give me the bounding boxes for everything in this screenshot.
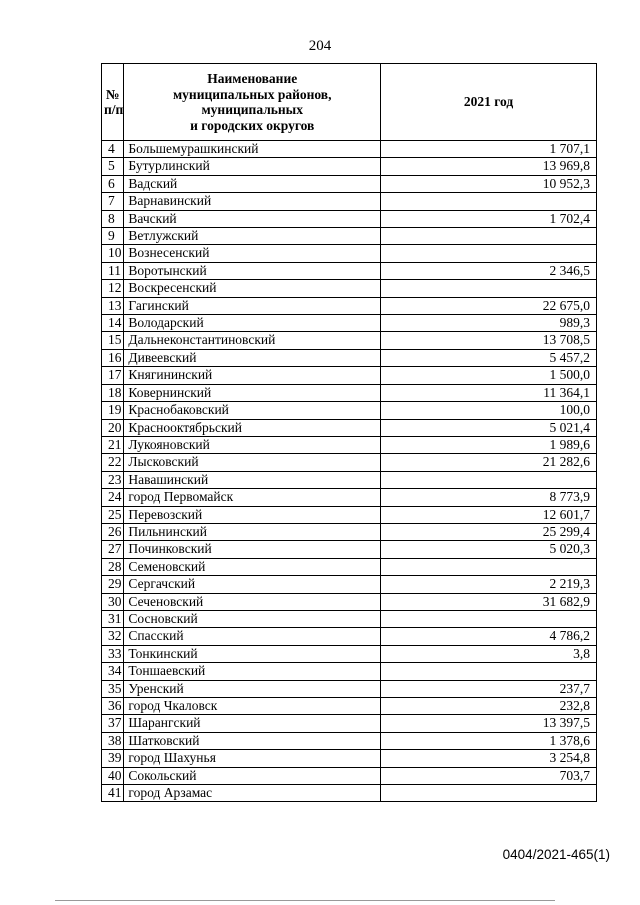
row-name-cell: Семеновский [124,558,381,575]
budget-table [101,63,597,802]
table-row [102,419,597,436]
row-name-cell: Княгининский [124,367,381,384]
row-number-cell: 38 [102,732,124,749]
row-value-cell [381,228,597,245]
table-row [102,680,597,697]
header-number [102,64,124,141]
table-row [102,523,597,540]
row-value-cell: 22 675,0 [381,297,597,314]
header-name-line: муниципальных районов, [172,86,332,102]
row-value-cell: 5 457,2 [381,349,597,366]
row-number-cell: 21 [102,436,124,453]
row-value-cell [381,280,597,297]
row-value-cell: 2 219,3 [381,576,597,593]
table-row [102,158,597,175]
table-row [102,471,597,488]
row-value-cell: 13 708,5 [381,332,597,349]
table-row [102,750,597,767]
row-number-cell: 23 [102,471,124,488]
row-name-cell: Починковский [124,541,381,558]
row-number-cell: 6 [102,175,124,192]
row-name-cell: Пильнинский [124,523,381,540]
table-row [102,732,597,749]
table-row [102,506,597,523]
row-number-cell: 32 [102,628,124,645]
row-name-cell: Тонкинский [124,645,381,662]
table-row [102,297,597,314]
row-number-cell: 20 [102,419,124,436]
row-number-cell: 34 [102,663,124,680]
row-value-cell: 31 682,9 [381,593,597,610]
row-value-cell: 21 282,6 [381,454,597,471]
table-row [102,315,597,332]
table-row [102,141,597,158]
row-value-cell: 1 989,6 [381,436,597,453]
table-row [102,210,597,227]
row-value-cell [381,785,597,802]
row-number-cell: 9 [102,228,124,245]
table-row [102,541,597,558]
row-number-cell: 17 [102,367,124,384]
page-number: 204 [308,38,332,54]
table-header [102,64,597,141]
bottom-rule [55,900,555,901]
table-row [102,280,597,297]
row-name-cell: Сокольский [124,767,381,784]
header-number-line: п/п [104,102,124,117]
table-row [102,628,597,645]
row-name-cell: Вадский [124,175,381,192]
row-number-cell: 13 [102,297,124,314]
row-name-cell: Воротынский [124,262,381,279]
row-name-cell: Ковернинский [124,384,381,401]
row-number-cell: 24 [102,489,124,506]
row-number-cell: 11 [102,262,124,279]
table-row [102,228,597,245]
row-number-cell: 41 [102,785,124,802]
table-row [102,436,597,453]
row-value-cell: 13 397,5 [381,715,597,732]
row-value-cell [381,558,597,575]
row-number-cell: 22 [102,454,124,471]
row-value-cell: 237,7 [381,680,597,697]
row-number-cell: 25 [102,506,124,523]
row-number-cell: 15 [102,332,124,349]
row-number-cell: 29 [102,576,124,593]
row-name-cell: город Чкаловск [124,698,381,715]
table-row [102,384,597,401]
row-number-cell: 16 [102,349,124,366]
row-name-cell: Дивеевский [124,349,381,366]
row-number-cell: 31 [102,610,124,627]
table-body [102,141,597,802]
row-name-cell: Сергачский [124,576,381,593]
header-year: 2021 год [381,64,597,141]
row-name-cell: город Арзамас [124,785,381,802]
row-number-cell: 37 [102,715,124,732]
row-name-cell: Гагинский [124,297,381,314]
row-name-cell: Шатковский [124,732,381,749]
table-row [102,593,597,610]
row-name-cell: Дальнеконстантиновский [124,332,381,349]
table-row [102,349,597,366]
row-name-cell: Вознесенский [124,245,381,262]
row-number-cell: 5 [102,158,124,175]
table-row [102,558,597,575]
row-value-cell: 1 378,6 [381,732,597,749]
row-number-cell: 12 [102,280,124,297]
row-name-cell: Краснобаковский [124,402,381,419]
row-name-cell: город Первомайск [124,489,381,506]
row-number-cell: 30 [102,593,124,610]
table-row [102,454,597,471]
row-number-cell: 7 [102,193,124,210]
row-name-cell: Краснооктябрьский [124,419,381,436]
table-row [102,367,597,384]
header-name [124,64,381,141]
table-row [102,663,597,680]
row-value-cell: 2 346,5 [381,262,597,279]
table-row [102,767,597,784]
row-value-cell: 703,7 [381,767,597,784]
header-number-line: № [105,86,120,102]
row-number-cell: 40 [102,767,124,784]
row-value-cell [381,610,597,627]
row-value-cell: 10 952,3 [381,175,597,192]
row-value-cell: 8 773,9 [381,489,597,506]
row-name-cell: Сеченовский [124,593,381,610]
row-value-cell: 232,8 [381,698,597,715]
row-name-cell: Спасский [124,628,381,645]
header-name-line: муниципальных [201,102,303,117]
table-row [102,715,597,732]
row-value-cell: 12 601,7 [381,506,597,523]
table-row [102,576,597,593]
table-row [102,332,597,349]
row-value-cell [381,193,597,210]
row-number-cell: 14 [102,315,124,332]
table-row [102,175,597,192]
table-row [102,402,597,419]
row-name-cell: город Шахунья [124,750,381,767]
row-name-cell: Уренский [124,680,381,697]
row-number-cell: 27 [102,541,124,558]
row-value-cell: 11 364,1 [381,384,597,401]
row-value-cell: 25 299,4 [381,523,597,540]
table-row [102,489,597,506]
row-number-cell: 26 [102,523,124,540]
table-row [102,610,597,627]
row-number-cell: 19 [102,402,124,419]
row-number-cell: 28 [102,558,124,575]
row-name-cell: Лысковский [124,454,381,471]
row-number-cell: 10 [102,245,124,262]
table-row [102,262,597,279]
row-name-cell: Сосновский [124,610,381,627]
row-name-cell: Лукояновский [124,436,381,453]
header-name-line: и городских округов [190,117,315,133]
row-name-cell: Ветлужский [124,228,381,245]
row-value-cell: 3 254,8 [381,750,597,767]
row-name-cell: Володарский [124,315,381,332]
row-value-cell: 4 786,2 [381,628,597,645]
row-name-cell: Навашинский [124,471,381,488]
row-name-cell: Тоншаевский [124,663,381,680]
row-value-cell: 100,0 [381,402,597,419]
document-code: 0404/2021-465(1) [502,847,610,862]
row-value-cell [381,245,597,262]
row-value-cell: 5 021,4 [381,419,597,436]
row-value-cell: 1 707,1 [381,141,597,158]
row-number-cell: 35 [102,680,124,697]
table-row [102,645,597,662]
row-value-cell: 5 020,3 [381,541,597,558]
row-value-cell: 1 500,0 [381,367,597,384]
table-row [102,193,597,210]
row-name-cell: Большемурашкинский [124,141,381,158]
row-number-cell: 36 [102,698,124,715]
table-row [102,698,597,715]
row-value-cell [381,471,597,488]
table-row [102,785,597,802]
row-number-cell: 4 [102,141,124,158]
row-name-cell: Вачский [124,210,381,227]
table-row [102,245,597,262]
row-value-cell: 989,3 [381,315,597,332]
row-name-cell: Шарангский [124,715,381,732]
row-number-cell: 39 [102,750,124,767]
row-number-cell: 18 [102,384,124,401]
row-name-cell: Перевозский [124,506,381,523]
row-name-cell: Бутурлинский [124,158,381,175]
row-number-cell: 33 [102,645,124,662]
row-value-cell [381,663,597,680]
row-value-cell: 13 969,8 [381,158,597,175]
row-name-cell: Воскресенский [124,280,381,297]
row-value-cell: 1 702,4 [381,210,597,227]
row-value-cell: 3,8 [381,645,597,662]
row-name-cell: Варнавинский [124,193,381,210]
row-number-cell: 8 [102,210,124,227]
header-name-line: Наименование [207,71,298,86]
